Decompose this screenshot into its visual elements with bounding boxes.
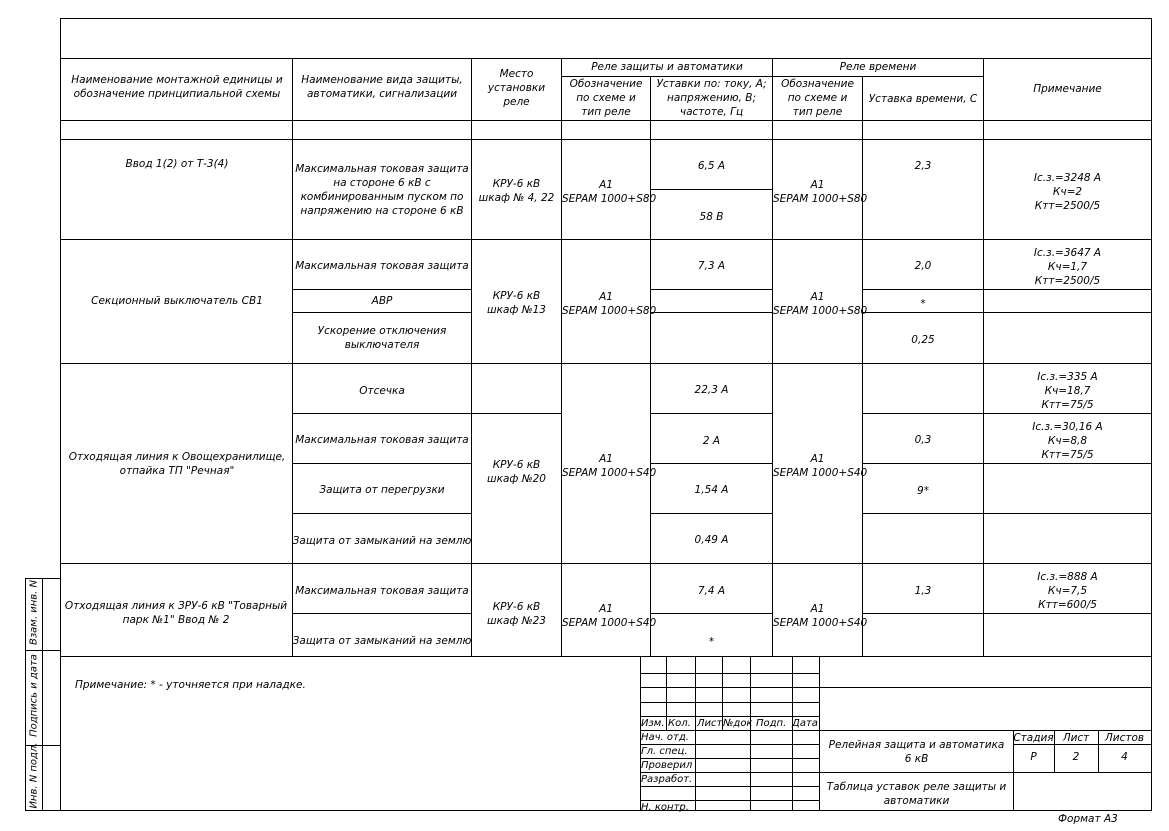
row2-protection-mtz: Максимальная токовая защита <box>295 260 469 272</box>
row3-time-mtz: 0,3 <box>914 434 932 446</box>
row4-name: Отходящая линия к ЗРУ-6 кВ "Товарный парк №1" Ввод № 2 <box>64 600 288 626</box>
header-relay-settings: Уставки по: току, А; напряжению, В; частоте, Гц <box>656 78 767 118</box>
header-relay-designation: Обозначение по схеме и тип реле <box>569 78 643 118</box>
row1-place: КРУ-6 кВ шкаф № 4, 22 <box>478 178 555 204</box>
tb-col-izm: Изм. <box>641 718 665 729</box>
row1-protection: Максимальная токовая защита на стороне 6 кВ с комбинированным пуском по напряжению на стороне 6 кВ <box>295 163 469 217</box>
tb-project: Релейная защита и автоматика 6 кВ <box>828 739 1005 765</box>
row1-time: 2,3 <box>914 160 932 172</box>
row3-name: Отходящая линия к Овощехранилище, отпайка ТП "Речная" <box>68 451 286 477</box>
tb-role-chief: Гл. спец. <box>641 746 688 757</box>
row4-note: Iс.з.=888 А Кч=7,5 Ктт=600/5 <box>1037 571 1098 611</box>
stamp-inv-original: Инв. N подл. <box>28 742 40 809</box>
row2-protection-avr: АВР <box>371 295 393 307</box>
tb-sheet-value: 2 <box>1072 751 1080 763</box>
row3-note-mtz: Iс.з.=30,16 А Кч=8,8 Ктт=75/5 <box>1032 421 1103 461</box>
row4-setting-ground: * <box>708 636 715 648</box>
row1-setting-voltage: 58 В <box>699 211 724 223</box>
row1-name: Ввод 1(2) от Т-3(4) <box>125 158 229 170</box>
row3-setting-mtz: 2 А <box>702 435 721 447</box>
row4-place: КРУ-6 кВ шкаф №23 <box>487 601 546 627</box>
row3-time-overload: 9* <box>917 485 929 497</box>
row4-protection-ground: Защита от замыканий на землю <box>292 635 472 647</box>
row4-time-mtz: 1,3 <box>914 585 932 597</box>
row2-setting-mtz: 7,3 А <box>697 260 726 272</box>
row3-setting-overload: 1,54 А <box>694 484 729 496</box>
row1-setting-current: 6,5 А <box>697 160 726 172</box>
stamp-replacement-inv: Взам. инв. N <box>28 580 40 645</box>
tb-sheets-value: 4 <box>1121 751 1128 763</box>
tb-col-sign: Подп. <box>756 718 787 729</box>
row1-relay: А1 SEPAM 1000+S80 <box>562 179 657 205</box>
row2-time-relay: А1 SEPAM 1000+S80 <box>773 291 868 317</box>
tb-sheets-label: Листов <box>1104 732 1145 744</box>
row4-protection-mtz: Максимальная токовая защита <box>295 585 469 597</box>
tb-role-developed: Разработ. <box>641 774 693 785</box>
row4-relay: А1 SEPAM 1000+S40 <box>562 603 657 629</box>
header-time-setting: Уставка времени, С <box>868 93 978 105</box>
row2-time-mtz: 2,0 <box>914 260 932 272</box>
format-label: Формат А3 <box>1058 813 1118 825</box>
row3-setting-ground: 0,49 А <box>694 534 729 546</box>
row3-setting-cutoff: 22,3 А <box>694 384 729 396</box>
tb-role-checked: Проверил <box>641 760 693 771</box>
header-col-protection: Наименование вида защиты, автоматики, сигнализации <box>301 74 463 100</box>
row1-time-relay: А1 SEPAM 1000+S80 <box>773 179 868 205</box>
tb-stage-label: Стадия <box>1013 732 1054 744</box>
row2-note: Iс.з.=3647 А Кч=1,7 Ктт=2500/5 <box>1033 247 1102 287</box>
row2-name: Секционный выключатель СВ1 <box>91 295 263 307</box>
row3-time-relay: А1 SEPAM 1000+S40 <box>773 453 868 479</box>
header-time-group: Реле времени <box>839 61 917 73</box>
header-note: Примечание <box>1033 83 1102 95</box>
row3-place: КРУ-6 кВ шкаф №20 <box>487 459 546 485</box>
tb-col-date: Дата <box>792 718 818 729</box>
header-relay-group: Реле защиты и автоматики <box>591 61 743 73</box>
row3-protection-mtz: Максимальная токовая защита <box>295 434 469 446</box>
row2-place: КРУ-6 кВ шкаф №13 <box>487 290 546 316</box>
row2-relay: А1 SEPAM 1000+S80 <box>562 291 657 317</box>
tb-stage-value: Р <box>1030 751 1037 763</box>
row3-protection-ground: Защита от замыканий на землю <box>292 535 472 547</box>
header-col-place: Место установки реле <box>487 68 546 108</box>
tb-col-doc: №док <box>723 718 753 729</box>
row3-note-cutoff: Iс.з.=335 А Кч=18,7 Ктт=75/5 <box>1037 371 1098 411</box>
header-time-designation: Обозначение по схеме и тип реле <box>781 78 854 118</box>
row2-time-acceleration: 0,25 <box>911 334 935 346</box>
header-col-name: Наименование монтажной единицы и обозначение принципиальной схемы <box>71 74 283 100</box>
row2-time-avr: * <box>920 298 926 310</box>
row1-note: Iс.з.=3248 А Кч=2 Ктт=2500/5 <box>1033 172 1102 212</box>
row3-protection-cutoff: Отсечка <box>359 385 405 397</box>
row4-time-relay: А1 SEPAM 1000+S40 <box>773 603 868 629</box>
row4-setting-mtz: 7,4 А <box>697 585 726 597</box>
row2-protection-acceleration: Ускорение отключения выключателя <box>317 325 447 351</box>
tb-col-kol: Кол. <box>668 718 691 729</box>
tb-role-norm: Н. контр. <box>641 802 689 813</box>
row3-relay: А1 SEPAM 1000+S40 <box>562 453 657 479</box>
tb-col-list: Лист <box>697 718 723 729</box>
footnote: Примечание: * - уточняется при наладке. <box>75 679 306 691</box>
row3-protection-overload: Защита от перегрузки <box>319 484 445 496</box>
tb-doc-title: Таблица уставок реле защиты и автоматики <box>826 781 1007 807</box>
stamp-signature-date: Подпись и дата <box>28 654 40 737</box>
tb-sheet-label: Лист <box>1062 732 1090 744</box>
tb-role-head: Нач. отд. <box>641 732 689 743</box>
